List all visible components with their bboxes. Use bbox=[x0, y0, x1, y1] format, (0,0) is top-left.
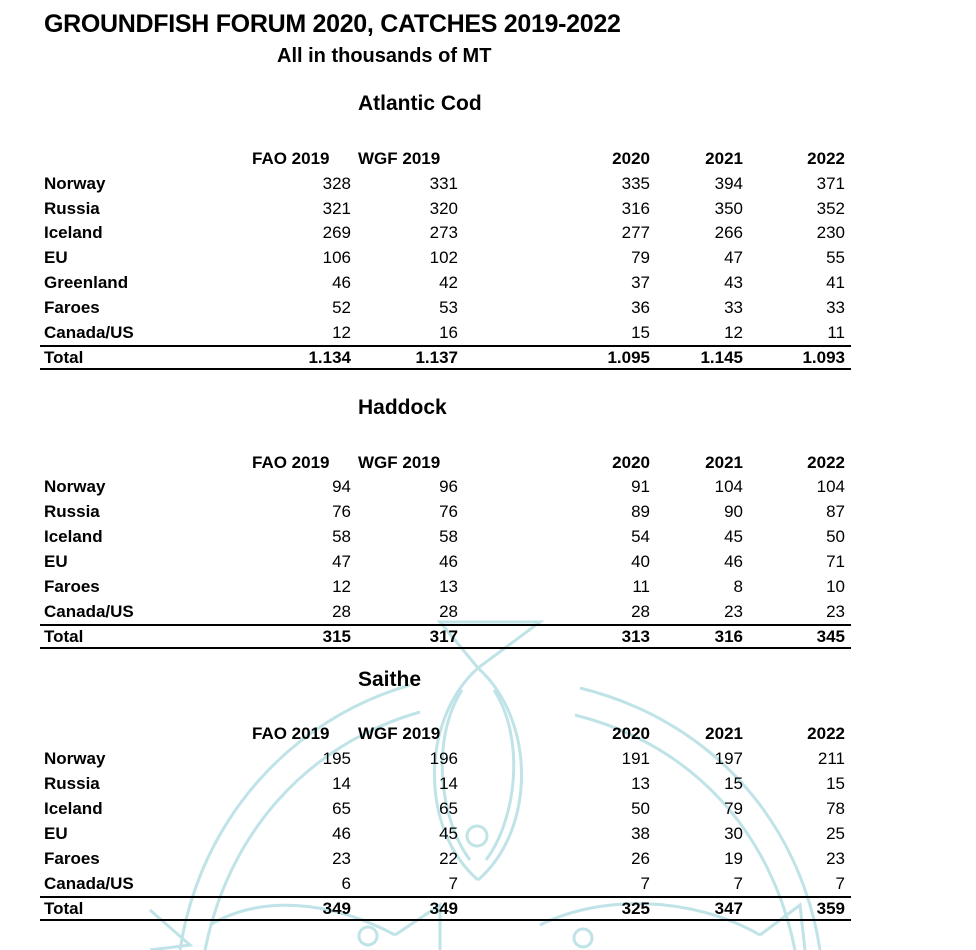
table-row bbox=[40, 525, 851, 549]
header-cell: 2020 bbox=[612, 724, 650, 743]
value-cell: 28 bbox=[439, 602, 458, 621]
value-cell: 15 bbox=[631, 323, 650, 342]
row-label: Russia bbox=[44, 502, 100, 521]
value-cell: 321 bbox=[322, 199, 351, 218]
value-cell: 316 bbox=[621, 199, 650, 218]
value-cell: 52 bbox=[332, 298, 351, 317]
total-row bbox=[40, 624, 851, 649]
value-cell: 46 bbox=[332, 824, 351, 843]
value-cell: 15 bbox=[826, 774, 845, 793]
header-cell: FAO 2019 bbox=[252, 453, 330, 472]
value-cell: 46 bbox=[332, 273, 351, 292]
row-label: Norway bbox=[44, 174, 106, 193]
value-cell: 40 bbox=[631, 552, 650, 571]
value-cell: 33 bbox=[724, 298, 743, 317]
value-cell: 1.093 bbox=[802, 348, 845, 367]
value-cell: 94 bbox=[332, 477, 351, 496]
value-cell: 23 bbox=[332, 849, 351, 868]
value-cell: 30 bbox=[724, 824, 743, 843]
table-row bbox=[40, 872, 851, 896]
table-row bbox=[40, 172, 851, 196]
header-cell: WGF 2019 bbox=[358, 453, 441, 472]
value-cell: 277 bbox=[621, 223, 650, 242]
header-cell: WGF 2019 bbox=[358, 724, 441, 743]
value-cell: 12 bbox=[332, 577, 351, 596]
value-cell: 7 bbox=[835, 874, 845, 893]
value-cell: 14 bbox=[439, 774, 458, 793]
value-cell: 54 bbox=[631, 527, 650, 546]
page-title: GROUNDFISH FORUM 2020, CATCHES 2019-2022 bbox=[44, 10, 621, 38]
value-cell: 78 bbox=[826, 799, 845, 818]
value-cell: 14 bbox=[332, 774, 351, 793]
value-cell: 46 bbox=[439, 552, 458, 571]
row-label: Norway bbox=[44, 749, 106, 768]
value-cell: 191 bbox=[621, 749, 650, 768]
table-row bbox=[40, 772, 851, 796]
value-cell: 345 bbox=[816, 627, 845, 646]
row-label: Faroes bbox=[44, 849, 100, 868]
value-cell: 7 bbox=[640, 874, 650, 893]
value-cell: 230 bbox=[816, 223, 845, 242]
value-cell: 45 bbox=[439, 824, 458, 843]
value-cell: 91 bbox=[631, 477, 650, 496]
value-cell: 19 bbox=[724, 849, 743, 868]
value-cell: 71 bbox=[826, 552, 845, 571]
header-cell: FAO 2019 bbox=[252, 149, 330, 168]
value-cell: 37 bbox=[631, 273, 650, 292]
value-cell: 76 bbox=[332, 502, 351, 521]
table-row bbox=[40, 271, 851, 295]
value-cell: 104 bbox=[816, 477, 845, 496]
table-row bbox=[40, 246, 851, 270]
value-cell: 11 bbox=[827, 323, 845, 342]
header-cell: 2021 bbox=[705, 149, 743, 168]
value-cell: 50 bbox=[631, 799, 650, 818]
value-cell: 28 bbox=[631, 602, 650, 621]
value-cell: 273 bbox=[429, 223, 458, 242]
row-label: Iceland bbox=[44, 527, 103, 546]
value-cell: 106 bbox=[322, 248, 351, 267]
page-subtitle: All in thousands of MT bbox=[277, 45, 492, 67]
value-cell: 50 bbox=[826, 527, 845, 546]
value-cell: 89 bbox=[631, 502, 650, 521]
row-label: Greenland bbox=[44, 273, 129, 292]
value-cell: 23 bbox=[724, 602, 743, 621]
value-cell: 320 bbox=[429, 199, 458, 218]
value-cell: 6 bbox=[341, 874, 351, 893]
header-cell: 2020 bbox=[612, 453, 650, 472]
value-cell: 28 bbox=[332, 602, 351, 621]
value-cell: 266 bbox=[714, 223, 743, 242]
value-cell: 42 bbox=[439, 273, 458, 292]
value-cell: 23 bbox=[826, 602, 845, 621]
table-row bbox=[40, 321, 851, 345]
value-cell: 8 bbox=[733, 577, 743, 596]
value-cell: 12 bbox=[724, 323, 743, 342]
value-cell: 12 bbox=[332, 323, 351, 342]
row-label: Canada/US bbox=[44, 602, 134, 621]
header-cell: 2020 bbox=[612, 149, 650, 168]
section-title: Haddock bbox=[358, 396, 447, 419]
value-cell: 23 bbox=[826, 849, 845, 868]
value-cell: 11 bbox=[632, 577, 650, 596]
value-cell: 313 bbox=[621, 627, 650, 646]
table-row bbox=[40, 747, 851, 771]
value-cell: 195 bbox=[322, 749, 351, 768]
value-cell: 36 bbox=[631, 298, 650, 317]
value-cell: 46 bbox=[724, 552, 743, 571]
value-cell: 104 bbox=[714, 477, 743, 496]
value-cell: 47 bbox=[724, 248, 743, 267]
value-cell: 7 bbox=[733, 874, 743, 893]
value-cell: 315 bbox=[322, 627, 351, 646]
row-label: Total bbox=[44, 348, 84, 367]
table-row bbox=[40, 600, 851, 624]
value-cell: 197 bbox=[714, 749, 743, 768]
value-cell: 33 bbox=[826, 298, 845, 317]
row-label: Canada/US bbox=[44, 874, 134, 893]
table-row bbox=[40, 847, 851, 871]
value-cell: 335 bbox=[621, 174, 650, 193]
table-row bbox=[40, 550, 851, 574]
header-cell: 2022 bbox=[807, 453, 845, 472]
value-cell: 349 bbox=[429, 899, 458, 918]
row-label: Norway bbox=[44, 477, 106, 496]
value-cell: 79 bbox=[631, 248, 650, 267]
value-cell: 196 bbox=[429, 749, 458, 768]
value-cell: 58 bbox=[332, 527, 351, 546]
value-cell: 331 bbox=[429, 174, 458, 193]
header-cell: 2021 bbox=[705, 453, 743, 472]
value-cell: 65 bbox=[332, 799, 351, 818]
value-cell: 352 bbox=[816, 199, 845, 218]
value-cell: 371 bbox=[816, 174, 845, 193]
value-cell: 1.145 bbox=[700, 348, 743, 367]
value-cell: 16 bbox=[439, 323, 458, 342]
value-cell: 269 bbox=[322, 223, 351, 242]
value-cell: 47 bbox=[332, 552, 351, 571]
row-label: Faroes bbox=[44, 298, 100, 317]
table-row bbox=[40, 500, 851, 524]
value-cell: 317 bbox=[429, 627, 458, 646]
value-cell: 13 bbox=[631, 774, 650, 793]
row-label: Faroes bbox=[44, 577, 100, 596]
header-cell: 2022 bbox=[807, 724, 845, 743]
header-cell: 2022 bbox=[807, 149, 845, 168]
value-cell: 102 bbox=[429, 248, 458, 267]
row-label: Iceland bbox=[44, 223, 103, 242]
value-cell: 45 bbox=[724, 527, 743, 546]
table-row bbox=[40, 822, 851, 846]
header-row bbox=[40, 451, 851, 475]
value-cell: 76 bbox=[439, 502, 458, 521]
value-cell: 58 bbox=[439, 527, 458, 546]
table-row bbox=[40, 575, 851, 599]
value-cell: 41 bbox=[826, 273, 845, 292]
value-cell: 359 bbox=[816, 899, 845, 918]
value-cell: 328 bbox=[322, 174, 351, 193]
value-cell: 79 bbox=[724, 799, 743, 818]
section-title: Saithe bbox=[358, 668, 422, 691]
value-cell: 22 bbox=[439, 849, 458, 868]
value-cell: 1.137 bbox=[415, 348, 458, 367]
row-label: Russia bbox=[44, 199, 100, 218]
value-cell: 65 bbox=[439, 799, 458, 818]
table-row bbox=[40, 197, 851, 221]
value-cell: 13 bbox=[439, 577, 458, 596]
value-cell: 90 bbox=[724, 502, 743, 521]
header-row bbox=[40, 722, 851, 746]
row-label: Russia bbox=[44, 774, 100, 793]
row-label: EU bbox=[44, 824, 68, 843]
value-cell: 316 bbox=[714, 627, 743, 646]
table-row bbox=[40, 296, 851, 320]
section-title: Atlantic Cod bbox=[358, 92, 482, 115]
value-cell: 211 bbox=[817, 749, 845, 768]
row-label: Canada/US bbox=[44, 323, 134, 342]
value-cell: 347 bbox=[714, 899, 743, 918]
row-label: EU bbox=[44, 552, 68, 571]
value-cell: 55 bbox=[826, 248, 845, 267]
table-row bbox=[40, 797, 851, 821]
table-row bbox=[40, 475, 851, 499]
row-label: EU bbox=[44, 248, 68, 267]
value-cell: 53 bbox=[439, 298, 458, 317]
header-cell: 2021 bbox=[705, 724, 743, 743]
value-cell: 10 bbox=[826, 577, 845, 596]
value-cell: 26 bbox=[631, 849, 650, 868]
row-label: Total bbox=[44, 627, 84, 646]
total-row bbox=[40, 896, 851, 921]
value-cell: 25 bbox=[826, 824, 845, 843]
value-cell: 15 bbox=[724, 774, 743, 793]
value-cell: 349 bbox=[322, 899, 351, 918]
header-cell: FAO 2019 bbox=[252, 724, 330, 743]
row-label: Total bbox=[44, 899, 84, 918]
value-cell: 87 bbox=[826, 502, 845, 521]
table-row bbox=[40, 221, 851, 245]
header-row bbox=[40, 147, 851, 171]
value-cell: 1.134 bbox=[308, 348, 351, 367]
value-cell: 394 bbox=[714, 174, 743, 193]
header-cell: WGF 2019 bbox=[358, 149, 441, 168]
value-cell: 1.095 bbox=[607, 348, 650, 367]
value-cell: 43 bbox=[724, 273, 743, 292]
value-cell: 325 bbox=[621, 899, 650, 918]
total-row bbox=[40, 345, 851, 370]
value-cell: 38 bbox=[631, 824, 650, 843]
row-label: Iceland bbox=[44, 799, 103, 818]
value-cell: 350 bbox=[714, 199, 743, 218]
value-cell: 96 bbox=[439, 477, 458, 496]
value-cell: 7 bbox=[448, 874, 458, 893]
